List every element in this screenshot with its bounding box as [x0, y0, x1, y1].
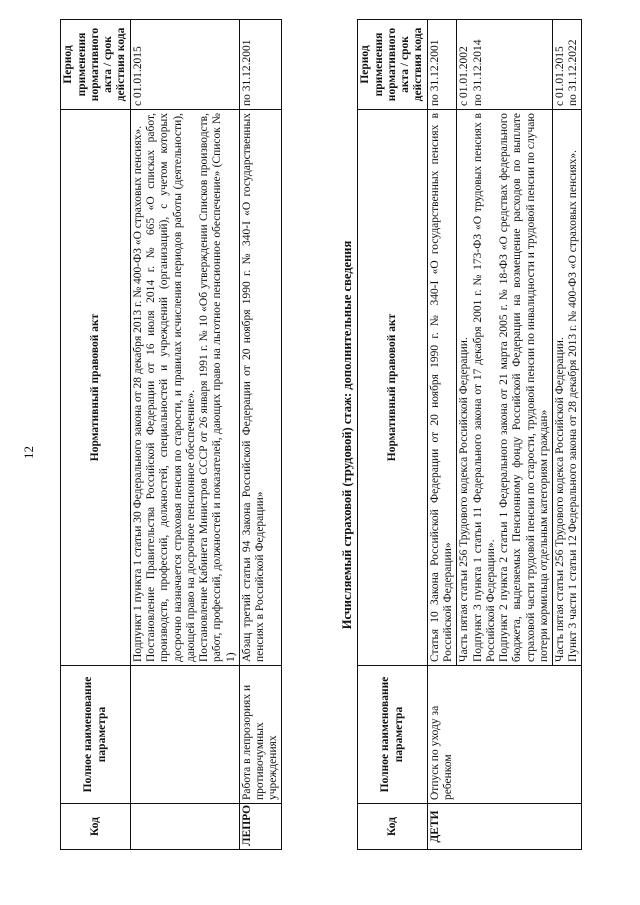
table-row: [131, 20, 240, 850]
period-text: по 31.12.2001: [240, 39, 253, 106]
cell-name: Работа в лепрозориях и противочумных учреждениях: [239, 666, 282, 804]
act-text: Подпункт 2 пункта 2 статьи 1 Федерального закона от 21 марта 2005 г. № 18-ФЗ «О средствах федерального бюджета, выделяемых Пенсионному фонду Российской Федерации на возмещение расходов по выплате страховой части трудовой пенсии по старости, трудовой пенсии по инвалидности и трудовой пенсии по случаю потери кормильца отдельным категориям граждан»: [498, 113, 550, 662]
table-header-row: [358, 20, 428, 850]
header-act: Нормативный правовой акт: [61, 110, 131, 666]
table-header-row: [61, 20, 131, 850]
header-act: Нормативный правовой акт: [358, 110, 428, 666]
cell-code: ДЕТИ: [428, 804, 582, 850]
header-period: Период применения нормативного акта / срок действия кода: [61, 20, 131, 110]
header-code: Код: [358, 804, 428, 850]
act-text: Постановление Правительства Российской Федерации от 16 июля 2014 г. № 665 «О списках работ, производств, профессий, должностей, специальностей и учреждений (организаций), с учетом которых досрочно назначается страховая пенсия по старости, и правилах исчисления периодов работы (деятельности), дающей право на досрочное пенсионное обеспечение».: [145, 113, 197, 662]
table-special-conditions: [60, 19, 282, 850]
header-name: Полное наименование параметра: [358, 666, 428, 804]
period-text: с 01.01.2002: [458, 46, 471, 106]
cell-code: ЛЕПРО: [239, 804, 282, 850]
cell-act: [239, 110, 282, 666]
period-text: с 01.01.2015: [132, 46, 144, 106]
cell-period: [552, 20, 581, 110]
act-text: Пункт 3 части 1 статьи 12 Федерального закона от 28 декабря 2013 г. № 400-ФЗ «О страховых пенсиях».: [567, 149, 580, 662]
header-period: Период применения нормативного акта / срок действия кода: [358, 20, 428, 110]
cell-act: [552, 110, 581, 666]
cell-period: [457, 20, 553, 110]
act-text: Абзац третий статьи 94 Закона Российской Федерации от 20 ноября 1990 г. № 340-I «О государственных пенсиях в Российской Федерации»: [240, 113, 266, 662]
cell-name: [131, 666, 240, 804]
act-text: Постановление Кабинета Министров СССР от 26 января 1991 г. № 10 «Об утверждении Списков производств, работ, профессий, должностей и показателей, дающих право на льготное пенсионное обеспечение» (Список № 1): [198, 113, 237, 662]
section-title: Исчисляемый страховой (трудовой) стаж: дополнительные сведения: [340, 240, 354, 630]
period-text: по 31.12.2001: [429, 39, 441, 106]
header-name: Полное наименование параметра: [61, 666, 131, 804]
cell-name: Отпуск по уходу за ребенком: [428, 666, 582, 804]
table-row: [428, 20, 457, 850]
period-text: по 31.12.2022: [567, 39, 580, 106]
act-text: Подпункт 3 пункта 1 статьи 11 Федерального закона от 17 декабря 2001 г. № 173-ФЗ «О трудовых пенсиях в Российской Федерации».: [471, 113, 497, 662]
cell-act: [428, 110, 457, 666]
period-text: по 31.12.2014: [471, 39, 484, 106]
cell-period: [428, 20, 457, 110]
period-text: с 01.01.2015: [553, 46, 566, 106]
page-number: 12: [21, 446, 36, 459]
act-text: Подпункт 1 пункта 1 статьи 30 Федерального закона от 28 декабря 2013 г. № 400-ФЗ «О страховых пенсиях».: [132, 125, 144, 662]
cell-period: [239, 20, 282, 110]
table-additional-info: [357, 19, 582, 850]
cell-act: [131, 110, 240, 666]
act-text: Часть пятая статьи 256 Трудового кодекса Российской Федерации.: [553, 337, 566, 662]
cell-code: [131, 804, 240, 850]
table-row: [239, 20, 282, 850]
act-text: Часть пятая статьи 256 Трудового кодекса Российской Федерации.: [458, 337, 471, 662]
act-text: Статья 10 Закона Российской Федерации от 20 ноября 1990 г. № 340-I «О государственных пенсиях в Российской Федерации»: [429, 113, 455, 662]
cell-period: [131, 20, 240, 110]
header-code: Код: [61, 804, 131, 850]
cell-act: [457, 110, 553, 666]
